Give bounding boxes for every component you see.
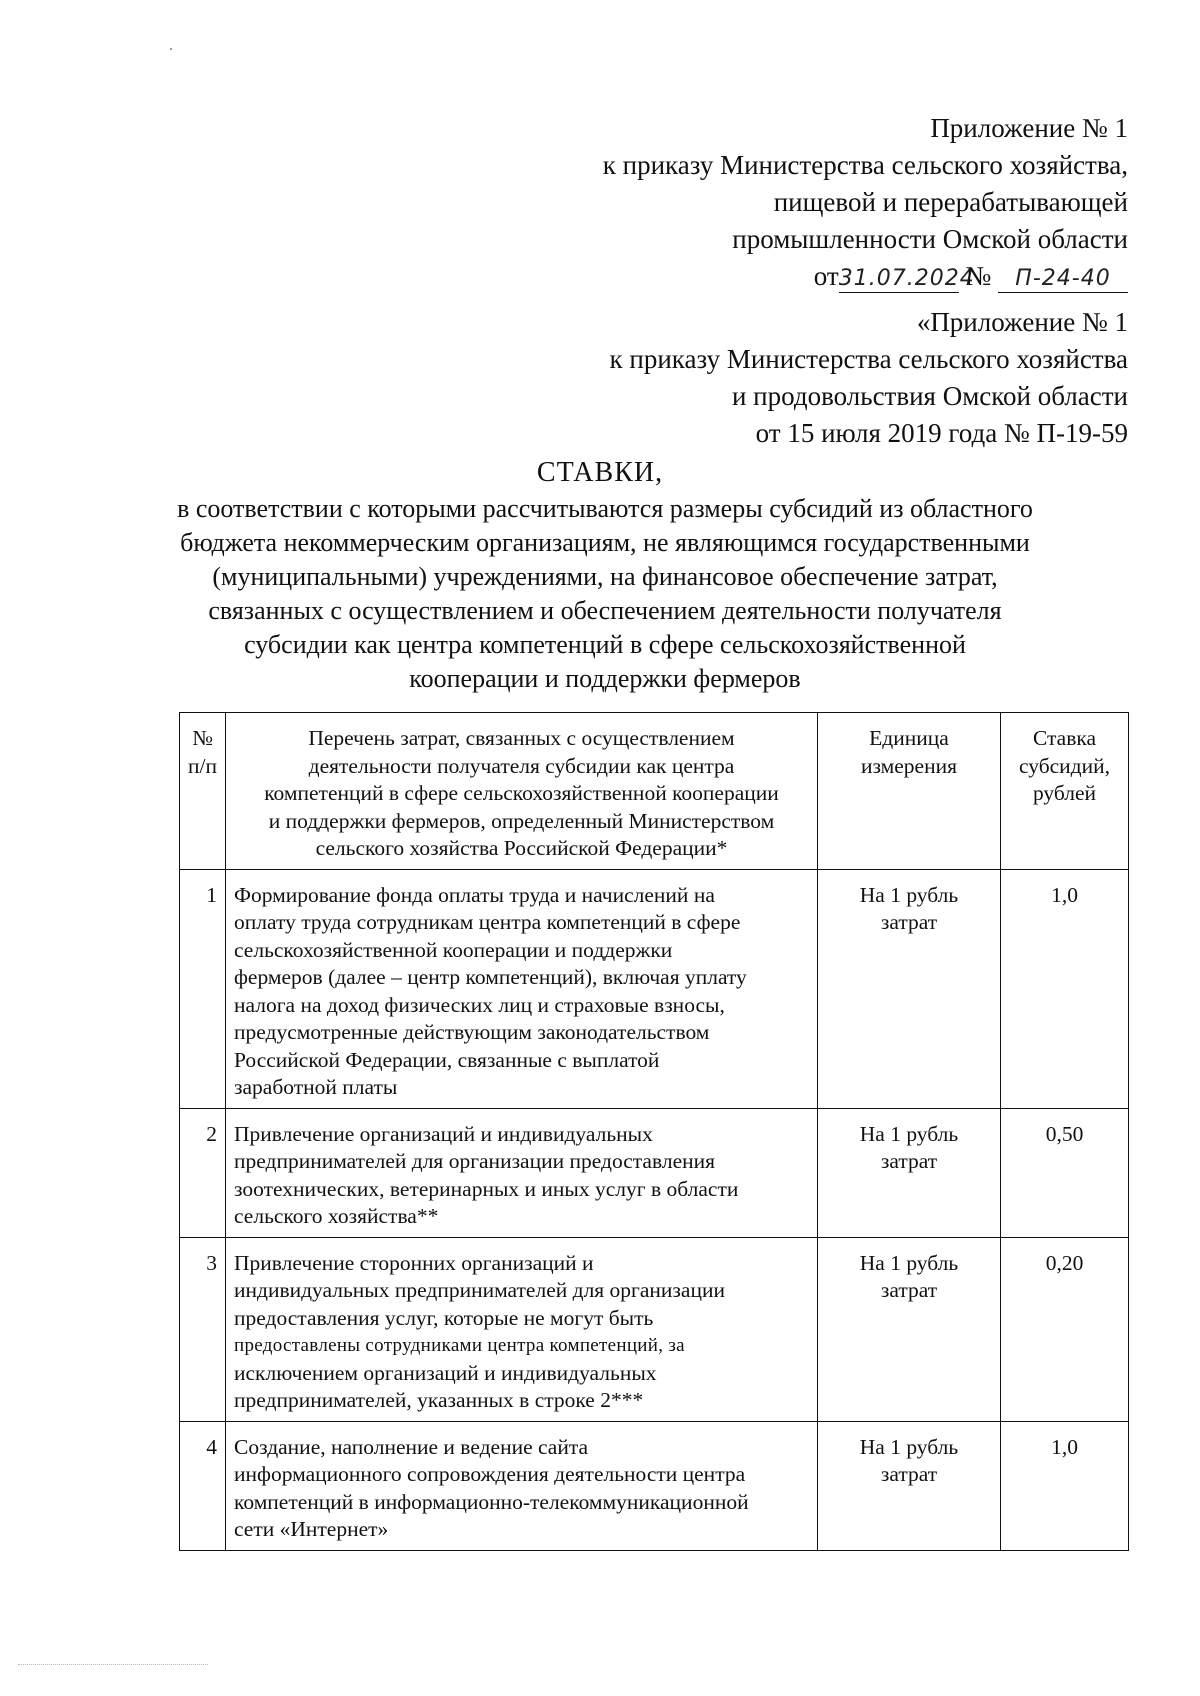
header-unit [818,713,1001,870]
row-rate: 1,0 [1001,869,1129,1108]
row-unit-line: затрат [880,910,938,934]
header-rate-line: субсидий, [1018,753,1111,778]
subtitle-line: кооперации и поддержки фермеров [409,664,801,693]
row-desc-line: предоставлены сотрудниками центра компетенций, за [234,1335,685,1356]
row-description [226,1108,818,1237]
subtitle-line: субсидии как центра компетенций в сфере сельскохозяйственной [244,630,966,659]
row-desc-line: сети «Интернет» [234,1517,389,1541]
row-unit-line: На 1 рубль [859,1250,959,1275]
row-rate: 1,0 [1001,1421,1129,1550]
row-desc-line: исключением организаций и индивидуальных [234,1360,657,1385]
header-description [226,713,818,870]
number-prefix: № [965,261,992,291]
row-rate: 0,20 [1001,1237,1129,1421]
row-description [226,1237,818,1421]
table-row [180,1421,1129,1550]
header-num [180,713,226,870]
row-desc-line: информационного сопровождения деятельности центра [234,1462,746,1486]
row-unit-line: На 1 рубль [859,1121,959,1146]
document-title: СТАВКИ, [536,457,664,488]
rates-table [179,712,1129,1551]
table-row [180,1237,1129,1421]
header-desc-line: деятельности получателя субсидии как центра [308,753,735,778]
appendix-new-date-line [603,258,1128,295]
row-desc-line: зоотехнических, ветеринарных и иных услуг в области [234,1176,739,1201]
row-desc-line: предпринимателей, указанных в строке 2*** [234,1388,644,1412]
row-num: 2 [180,1108,226,1237]
row-description [226,869,818,1108]
row-desc-line: Привлечение организаций и индивидуальных [234,1121,653,1146]
header-num-line: № [192,726,213,750]
row-unit-line: затрат [880,1462,938,1486]
table-header-row [180,713,1129,870]
row-desc-line: индивидуальных предпринимателей для организации [234,1278,725,1302]
row-num: 4 [180,1421,226,1550]
header-rate [1001,713,1129,870]
row-desc-line: Создание, наполнение и ведение сайта [234,1434,589,1459]
row-unit-line: затрат [880,1149,938,1173]
subtitle-line: бюджета некоммерческим организациям, не являющимся государственными [180,528,1030,557]
subtitle-line: в соответствии с которыми рассчитываются размеры субсидий из областного [177,494,1033,523]
header-unit-line: измерения [860,753,958,778]
row-desc-line: сельскохозяйственной кооперации и поддержки [234,937,673,962]
row-desc-line: Российской Федерации, связанные с выплатой [234,1047,660,1072]
row-unit [818,869,1001,1108]
scan-artifact-dots [18,1664,208,1665]
appendix-old-line2: к приказу Министерства сельского хозяйства [609,344,1128,374]
header-unit-line: Единица [869,726,949,750]
handwritten-number: П-24-40 [998,266,1128,293]
appendix-old-line3: и продовольствия Омской области [731,381,1128,411]
appendix-header-new [603,110,1128,295]
table-row [180,869,1129,1108]
row-desc-line: налога на доход физических лиц и страховые взносы, [234,992,725,1017]
subtitle-line: связанных с осуществлением и обеспечением деятельности получателя [208,596,1002,625]
row-num: 3 [180,1237,226,1421]
header-desc-line: компетенций в сфере сельскохозяйственной кооперации [264,781,779,805]
appendix-new-line1: Приложение № 1 [930,113,1128,143]
header-rate-line: Ставка [1032,726,1097,750]
row-unit [818,1237,1001,1421]
header-desc-line: и поддержки фермеров, определенный Министерством [268,808,775,833]
header-desc-line: Перечень затрат, связанных с осуществлением [308,726,735,750]
row-desc-line: Формирование фонда оплаты труда и начислений на [234,882,715,907]
row-desc-line: фермеров (далее – центр компетенций), включая уплату [234,965,747,989]
row-num: 1 [180,869,226,1108]
appendix-header-old [610,304,1128,452]
row-desc-line: компетенций в информационно-телекоммуникационной [234,1489,749,1514]
header-desc-line: сельского хозяйства Российской Федерации* [315,836,728,860]
row-unit [818,1108,1001,1237]
document-subtitle [120,492,1090,696]
row-desc-line: предоставления услуг, которые не могут быть [234,1305,654,1330]
row-rate: 0,50 [1001,1108,1129,1237]
appendix-new-line2: к приказу Министерства сельского хозяйства, [602,150,1128,180]
row-desc-line: предпринимателей для организации предоставления [234,1149,716,1173]
scan-speck [170,48,172,50]
row-unit [818,1421,1001,1550]
table-row [180,1108,1129,1237]
appendix-old-line4: от 15 июля 2019 года № П-19-59 [755,418,1128,448]
row-desc-line: сельского хозяйства** [234,1204,439,1228]
appendix-new-line4: промышленности Омской области [732,224,1128,254]
header-rate-line: рублей [1032,781,1097,805]
appendix-old-line1: «Приложение № 1 [916,307,1128,337]
row-unit-line: На 1 рубль [859,1434,959,1459]
subtitle-line: (муниципальными) учреждениями, на финансовое обеспечение затрат, [212,562,998,591]
row-unit-line: На 1 рубль [859,882,959,907]
handwritten-date: 31.07.2024 [838,266,975,291]
date-prefix: от [813,261,839,291]
row-desc-line: оплату труда сотрудникам центра компетенций в сфере [234,910,741,934]
header-num-line: п/п [188,753,217,778]
row-unit-line: затрат [880,1278,938,1302]
row-desc-line: Привлечение сторонних организаций и [234,1250,594,1275]
row-description [226,1421,818,1550]
row-desc-line: предусмотренные действующим законодательством [234,1020,710,1044]
row-desc-line: заработной платы [234,1075,398,1099]
appendix-new-line3: пищевой и перерабатывающей [773,187,1128,217]
